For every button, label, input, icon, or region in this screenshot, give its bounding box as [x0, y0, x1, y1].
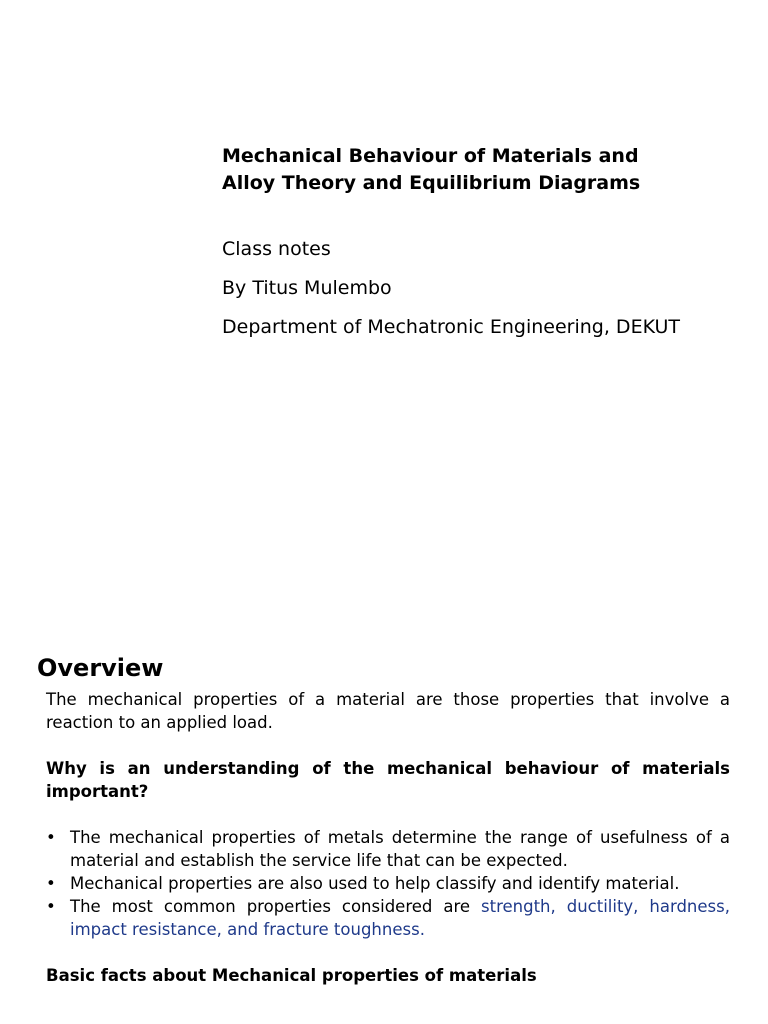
title-line-2: Alloy Theory and Equilibrium Diagrams [222, 172, 641, 194]
overview-heading: Overview [37, 654, 164, 682]
author-line: By Titus Mulembo [222, 277, 392, 299]
bullet-text: Mechanical properties are also used to help classify and identify material. [70, 874, 680, 893]
title-block [222, 143, 752, 339]
overview-section [0, 650, 768, 987]
bullet-icon: • [46, 874, 56, 893]
department-line: Department of Mechatronic Engineering, DEKUT [222, 316, 681, 338]
overview-bullet-list [46, 826, 730, 941]
highlighted-properties: strength, ductility, hardness, impact resistance, and fracture toughness [70, 897, 730, 939]
bullet-icon: • [46, 828, 56, 847]
list-item [46, 826, 730, 872]
bullet-text-prefix: The most common properties considered are [70, 897, 481, 916]
bullet-text-suffix: . [419, 920, 425, 939]
document-title [222, 143, 752, 197]
overview-question: Why is an understanding of the mechanical behaviour of materials important? [46, 759, 730, 801]
next-section-heading: Basic facts about Mechanical properties of materials [46, 966, 537, 985]
bullet-icon: • [46, 897, 56, 916]
title-line-1: Mechanical Behaviour of Materials and [222, 145, 639, 167]
bullet-text: The mechanical properties of metals determine the range of usefulness of a material and establish the service life that can be expected. [70, 828, 730, 870]
class-notes-label: Class notes [222, 238, 331, 260]
list-item [46, 895, 730, 941]
overview-intro: The mechanical properties of a material are those properties that involve a reaction to an applied load. [46, 690, 730, 732]
overview-body [46, 688, 730, 987]
list-item [46, 872, 730, 895]
